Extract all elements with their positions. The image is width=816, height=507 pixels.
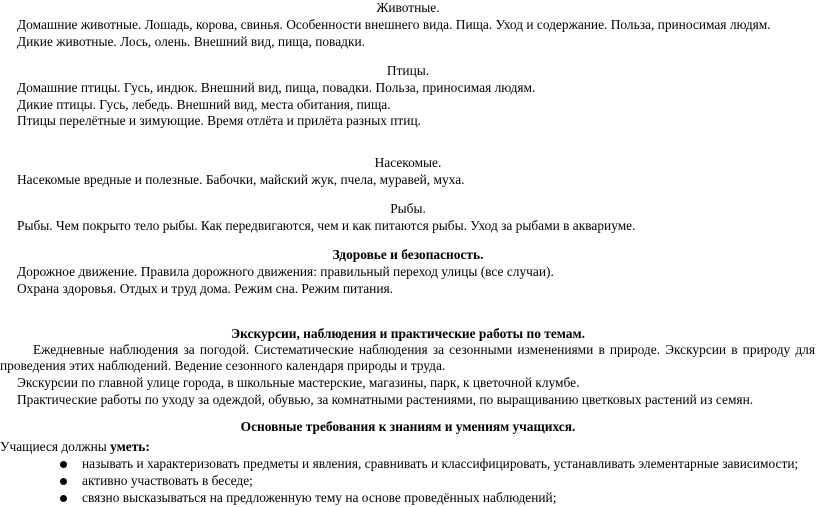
requirement-item-2: активно участвовать в беседе;	[82, 473, 253, 488]
excursions-paragraph-1-line-2: проведения этих наблюдений. Ведение сезонного календаря природы и труда.	[0, 358, 446, 373]
requirements-heading: Основные требования к знаниям и умениям учащихся.	[240, 419, 576, 434]
health-line-2: Охрана здоровья. Отдых и труд дома. Режим сна. Режим питания.	[17, 281, 394, 296]
bullet-dot-icon	[60, 478, 67, 485]
requirement-item-1: называть и характеризовать предметы и явления, сравнивать и классифицировать, устанавливать элементарные зависимости;	[82, 456, 799, 471]
bullet-dot-icon	[60, 495, 67, 502]
insects-heading: Насекомые.	[374, 155, 442, 170]
fish-heading: Рыбы.	[390, 201, 426, 216]
excursions-paragraph-1-line-1: Ежедневные наблюдения за погодой. Систематические наблюдения за сезонными изменениями в природе. Экскурсии в природу для	[33, 342, 815, 357]
fish-line-1: Рыбы. Чем покрыто тело рыбы. Как передвигаются, чем и как питаются рыбы. Уход за рыбами в аквариуме.	[17, 218, 636, 233]
animals-line-1: Домашние животные. Лошадь, корова, свинья. Особенности внешнего вида. Пища. Уход и содержание. Польза, приносимая людям.	[17, 17, 771, 32]
requirements-intro	[0, 439, 150, 456]
health-heading: Здоровье и безопасность.	[332, 247, 484, 262]
animals-line-2: Дикие животные. Лось, олень. Внешний вид, пища, повадки.	[17, 34, 365, 49]
excursions-paragraph-3: Практические работы по уходу за одеждой, обувью, за комнатными растениями, по выращиванию цветковых растений из семян.	[17, 392, 754, 407]
birds-line-1: Домашние птицы. Гусь, индюк. Внешний вид, пища, повадки. Польза, приносимая людям.	[17, 80, 536, 95]
excursions-paragraph-2: Экскурсии по главной улице города, в школьные мастерские, магазины, парк, к цветочной клумбе.	[17, 375, 580, 390]
requirements-intro-bold: уметь:	[110, 439, 150, 454]
birds-line-3: Птицы перелётные и зимующие. Время отлёта и прилёта разных птиц.	[17, 113, 421, 128]
health-line-1: Дорожное движение. Правила дорожного движения: правильный переход улицы (все случаи).	[17, 264, 554, 279]
insects-line-1: Насекомые вредные и полезные. Бабочки, майский жук, пчела, муравей, муха.	[17, 172, 465, 187]
animals-heading: Животные.	[376, 0, 440, 15]
requirements-intro-prefix: Учащиеся должны	[0, 439, 111, 454]
bullet-dot-icon	[60, 461, 67, 468]
requirement-item-3: связно высказываться на предложенную тему на основе проведённых наблюдений;	[82, 490, 557, 505]
birds-line-2: Дикие птицы. Гусь, лебедь. Внешний вид, места обитания, пища.	[17, 97, 391, 112]
birds-heading: Птицы.	[386, 63, 430, 78]
excursions-heading: Экскурсии, наблюдения и практические работы по темам.	[231, 326, 585, 341]
